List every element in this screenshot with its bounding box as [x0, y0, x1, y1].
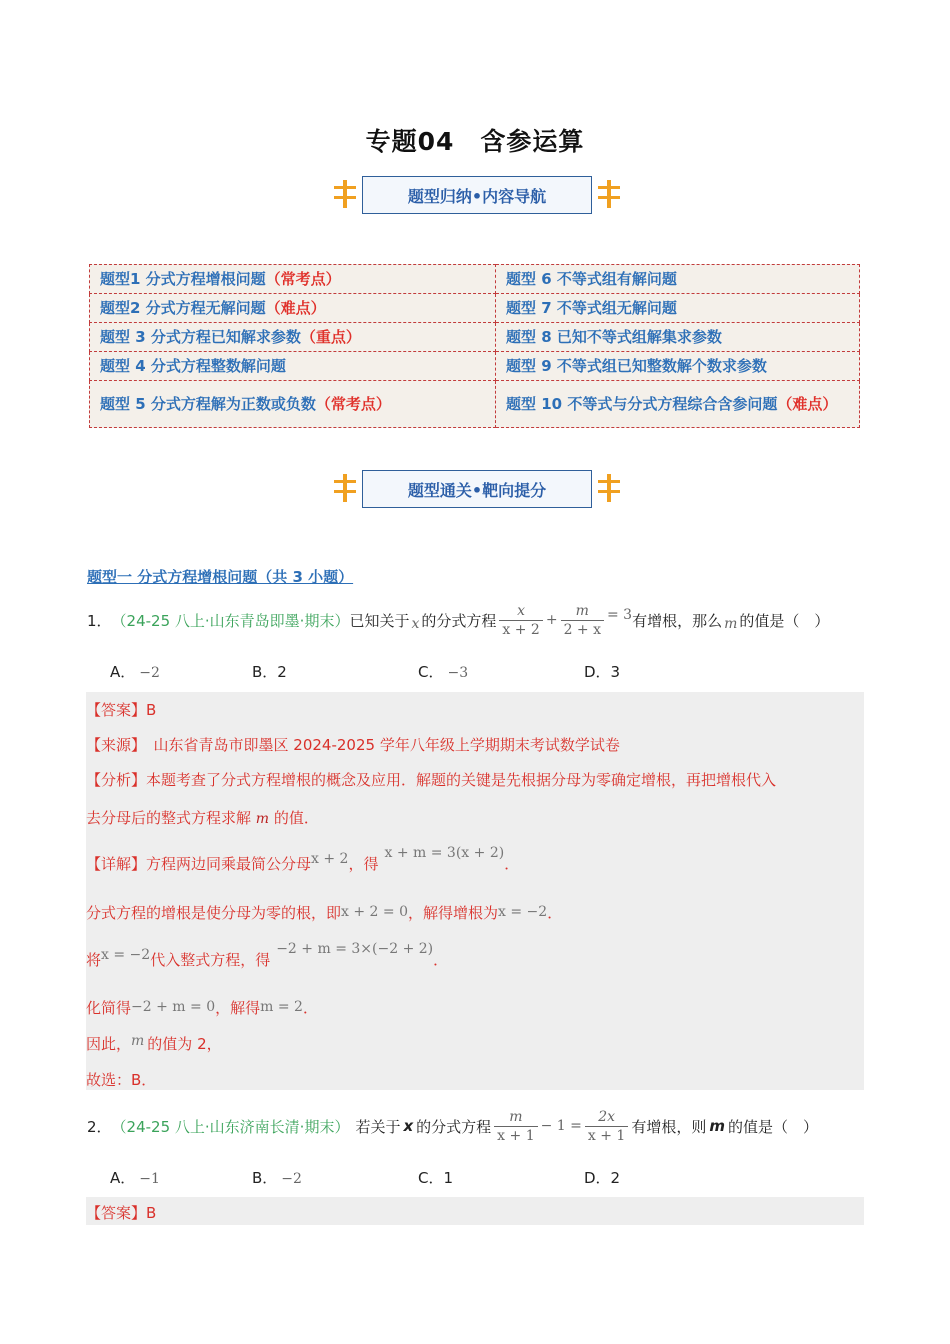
- answer-line: 【答案】B: [86, 1204, 157, 1222]
- toc-item-9[interactable]: 题型 9 不等式组已知整数解个数求参数: [496, 352, 860, 381]
- practice-banner: [334, 470, 620, 508]
- question-2: [87, 1104, 818, 1148]
- toc-item-3[interactable]: 题型 3 分式方程已知解求参数（重点）: [90, 323, 496, 352]
- detail-line: 将x = −2代入整式方程，得−2 + m = 3×(−2 + 2)．: [86, 941, 449, 969]
- math-var: m: [724, 616, 738, 632]
- math-op: − 1 =: [540, 1118, 582, 1134]
- fraction: $\frac{m}{x + 1}$: [494, 1109, 537, 1144]
- toc-item-10[interactable]: 题型 10 不等式与分式方程综合含参问题（难点）: [496, 381, 860, 428]
- page-title: 专题04 含参运算: [365, 127, 585, 156]
- section-heading[interactable]: 题型一 分式方程增根问题（共 3 小题）: [87, 568, 354, 586]
- question-text: 有增根，则: [631, 1117, 707, 1136]
- option-d[interactable]: D．3: [584, 663, 621, 681]
- answer-panel-2: [86, 1197, 864, 1225]
- answer-panel-1: [86, 692, 864, 1090]
- math-var: m: [709, 1117, 725, 1135]
- detail-line: 【详解】方程两边同乘最简公分母x + 2，得x + m = 3(x + 2)．: [86, 845, 520, 873]
- question-text: 有增根，那么: [632, 611, 723, 630]
- banner-left-ornament: [334, 478, 356, 498]
- toc-row: [90, 352, 860, 381]
- question-text: 的分式方程: [421, 611, 497, 630]
- toc-item-2[interactable]: 题型2 分式方程无解问题（难点）: [90, 294, 496, 323]
- banner-label: 题型归纳•内容导航: [362, 176, 592, 214]
- detail-line: 故选：B．: [86, 1071, 157, 1089]
- option-b[interactable]: B． −2: [252, 1169, 302, 1187]
- detail-line: 分式方程的增根是使分母为零的根，即x + 2 = 0，解得增根为x = −2．: [86, 904, 563, 922]
- toc-item-8[interactable]: 题型 8 已知不等式组解集求参数: [496, 323, 860, 352]
- math-op: = 3: [607, 607, 633, 623]
- analysis-line: 去分母后的整式方程求解 m 的值．: [86, 809, 319, 827]
- option-c[interactable]: C．1: [418, 1169, 454, 1187]
- detail-line: 化简得−2 + m = 0，解得m = 2．: [86, 999, 318, 1017]
- detail-line: 因此，m 的值为 2，: [86, 1033, 222, 1053]
- banner-label: 题型通关•靶向提分: [362, 470, 592, 508]
- question-text: 的分式方程: [416, 1117, 492, 1136]
- toc-banner: [334, 176, 620, 214]
- option-a[interactable]: A． −2: [110, 663, 160, 681]
- question-source: （24-25 八上·山东青岛即墨·期末）: [111, 611, 350, 630]
- question-text: 已知关于: [349, 611, 410, 630]
- toc-row: [90, 323, 860, 352]
- toc-item-7[interactable]: 题型 7 不等式组无解问题: [496, 294, 860, 323]
- option-d[interactable]: D．2: [584, 1169, 621, 1187]
- toc-item-6[interactable]: 题型 6 不等式组有解问题: [496, 265, 860, 294]
- toc-row: [90, 294, 860, 323]
- toc-row: [90, 381, 860, 428]
- math-op: +: [545, 612, 558, 628]
- option-c[interactable]: C． −3: [418, 663, 469, 681]
- math-var: x: [403, 1117, 414, 1135]
- fraction: $\frac{m}{2 + x}$: [561, 603, 604, 638]
- toc-item-5[interactable]: 题型 5 分式方程解为正数或负数（常考点）: [90, 381, 496, 428]
- toc-item-4[interactable]: 题型 4 分式方程整数解问题: [90, 352, 496, 381]
- question-1: [87, 598, 829, 642]
- analysis-line: 【分析】本题考查了分式方程增根的概念及应用．解题的关键是先根据分母为零确定增根，再把增根代入: [86, 771, 777, 789]
- banner-right-ornament: [598, 184, 620, 204]
- question-number: 2．: [87, 1117, 112, 1136]
- source-line: 【来源】 山东省青岛市即墨区 2024-2025 学年八年级上学期期末考试数学试卷: [86, 736, 620, 754]
- toc-item-1[interactable]: 题型1 分式方程增根问题（常考点）: [90, 265, 496, 294]
- toc-row: [90, 265, 860, 294]
- option-b[interactable]: B．2: [252, 663, 287, 681]
- question-text: 若关于: [355, 1117, 401, 1136]
- question-source: （24-25 八上·山东济南长清·期末）: [111, 1117, 350, 1136]
- question-text: 的值是（ ）: [727, 1117, 818, 1136]
- question-text: 的值是（ ）: [739, 611, 830, 630]
- answer-line: 【答案】B: [86, 701, 157, 719]
- banner-left-ornament: [334, 184, 356, 204]
- fraction: $\frac{2x}{x + 1}$: [585, 1109, 628, 1144]
- question-number: 1．: [87, 611, 112, 630]
- banner-right-ornament: [598, 478, 620, 498]
- option-a[interactable]: A． −1: [110, 1169, 160, 1187]
- math-var: x: [411, 616, 420, 632]
- fraction: $\frac{x}{x + 2}$: [499, 603, 542, 638]
- toc-table: [89, 264, 860, 428]
